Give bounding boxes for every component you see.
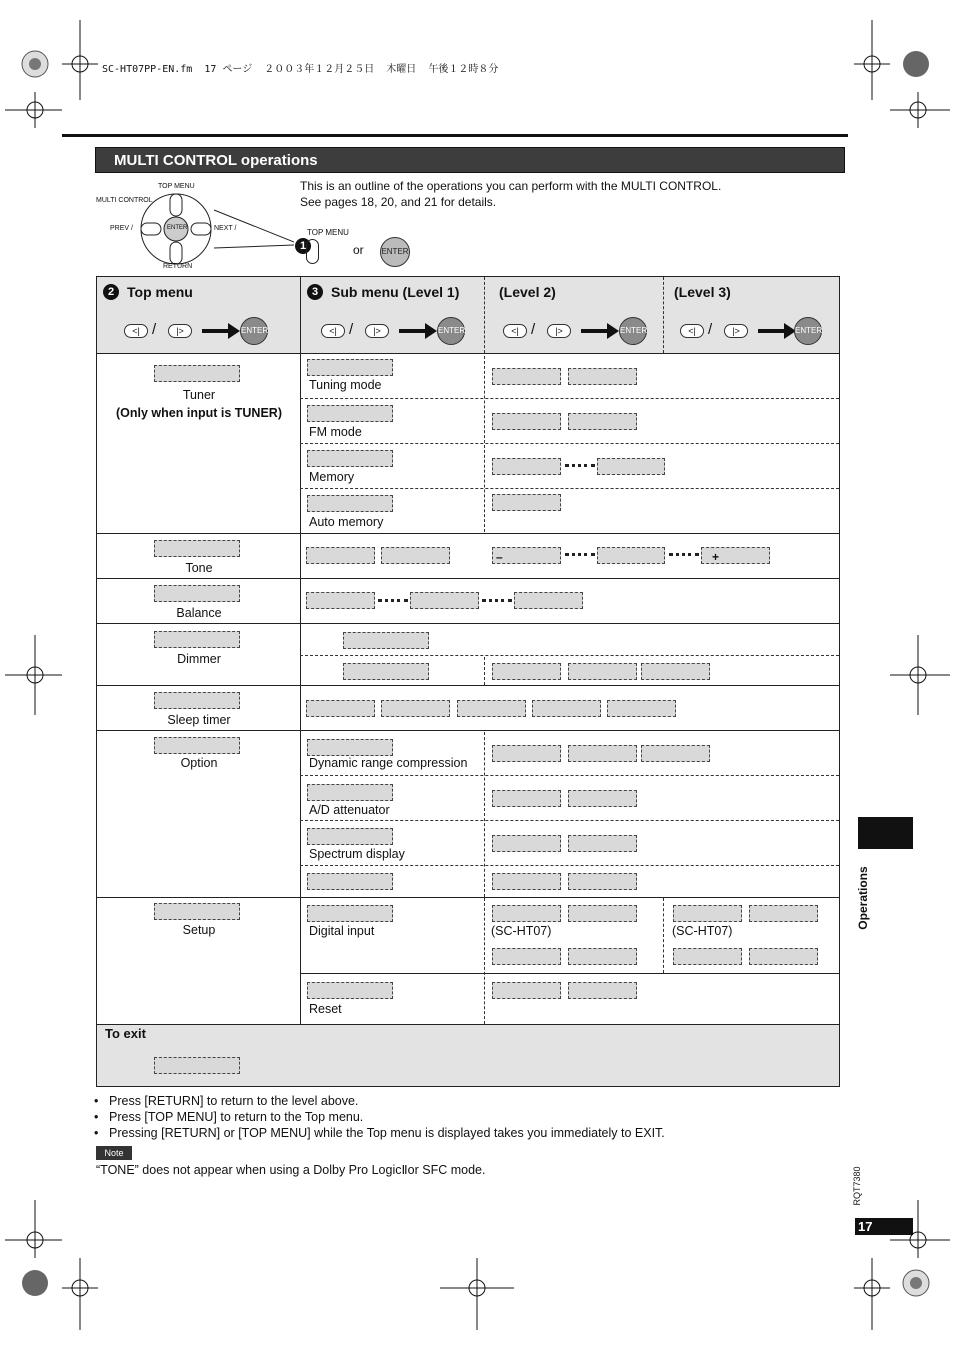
display-box bbox=[607, 700, 676, 717]
display-box bbox=[568, 873, 637, 890]
row-divider bbox=[97, 1024, 839, 1025]
display-box bbox=[307, 905, 393, 922]
bullet-item: • Press [RETURN] to return to the level above. bbox=[94, 1093, 665, 1109]
display-box bbox=[492, 663, 561, 680]
display-box bbox=[568, 413, 637, 430]
display-box bbox=[492, 905, 561, 922]
display-box bbox=[307, 784, 393, 801]
display-box bbox=[381, 700, 450, 717]
sub-memory: Memory bbox=[309, 470, 355, 484]
bullet-list bbox=[94, 1093, 665, 1141]
side-tab-block bbox=[858, 817, 913, 849]
row-divider bbox=[97, 353, 839, 354]
display-box bbox=[568, 835, 637, 852]
display-box bbox=[457, 700, 526, 717]
row-divider bbox=[97, 623, 839, 624]
slash-icon: / bbox=[152, 321, 157, 338]
nav-group-level1 bbox=[321, 317, 471, 347]
col-divider-dashed bbox=[484, 356, 485, 532]
display-box bbox=[568, 905, 637, 922]
display-box bbox=[343, 663, 429, 680]
sub-fm-mode: FM mode bbox=[309, 425, 362, 439]
display-box bbox=[154, 1057, 240, 1074]
right-key-icon: |> bbox=[365, 324, 389, 338]
display-box bbox=[307, 405, 393, 422]
left-key-icon: <| bbox=[503, 324, 527, 338]
display-box bbox=[307, 739, 393, 756]
sub-tuning-mode: Tuning mode bbox=[309, 378, 382, 392]
nav-group-level3 bbox=[680, 317, 830, 347]
slash-icon: / bbox=[708, 321, 713, 338]
row-divider bbox=[97, 897, 839, 898]
range-dots bbox=[669, 553, 699, 556]
display-box bbox=[154, 737, 240, 754]
display-box bbox=[307, 359, 393, 376]
or-label: or bbox=[353, 243, 364, 257]
enter-button-icon: ENTER bbox=[380, 237, 410, 267]
top-menu-dimmer: Dimmer bbox=[177, 652, 221, 666]
minus-label: – bbox=[496, 550, 503, 564]
arrow-icon bbox=[758, 329, 784, 333]
display-box bbox=[568, 948, 637, 965]
display-box-minus bbox=[492, 547, 561, 564]
sub-reset: Reset bbox=[309, 1002, 342, 1016]
subrow-divider bbox=[300, 488, 839, 489]
display-box bbox=[307, 873, 393, 890]
enter-icon: ENTER bbox=[240, 317, 268, 345]
enter-icon: ENTER bbox=[437, 317, 465, 345]
enter-icon: ENTER bbox=[794, 317, 822, 345]
remote-multi-control-label: MULTI CONTROL bbox=[96, 197, 153, 204]
top-menu-setup: Setup bbox=[182, 923, 216, 937]
arrow-icon bbox=[202, 329, 228, 333]
display-box bbox=[673, 905, 742, 922]
display-box bbox=[154, 540, 240, 557]
display-box bbox=[568, 368, 637, 385]
display-box bbox=[306, 592, 375, 609]
nav-group-level2 bbox=[503, 317, 653, 347]
step1-top-menu-label: TOP MENU bbox=[307, 228, 349, 237]
exit-row bbox=[97, 1025, 839, 1086]
col-level2: (Level 2) bbox=[499, 284, 556, 300]
display-box bbox=[154, 585, 240, 602]
right-key-icon: |> bbox=[168, 324, 192, 338]
header-rule bbox=[62, 134, 848, 137]
row-divider bbox=[97, 533, 839, 534]
display-box bbox=[532, 700, 601, 717]
arrow-head-icon bbox=[425, 323, 437, 339]
remote-enter-label: ENTER bbox=[167, 225, 188, 231]
display-box bbox=[306, 700, 375, 717]
col-level3: (Level 3) bbox=[674, 284, 731, 300]
display-box-plus bbox=[701, 547, 770, 564]
col-top-menu-num: 2 bbox=[103, 284, 119, 300]
top-menu-balance: Balance bbox=[176, 606, 222, 620]
display-box bbox=[568, 790, 637, 807]
slash-icon: / bbox=[349, 321, 354, 338]
right-key-icon: |> bbox=[724, 324, 748, 338]
display-box bbox=[597, 547, 665, 564]
sub-digital-input: Digital input bbox=[309, 924, 375, 938]
top-menu-button-icon bbox=[306, 239, 319, 264]
display-box bbox=[749, 905, 818, 922]
subrow-divider bbox=[300, 398, 839, 399]
subrow-divider bbox=[300, 820, 839, 821]
sub-ad-attenuator: A/D attenuator bbox=[309, 803, 390, 817]
display-box bbox=[343, 632, 429, 649]
display-box bbox=[381, 547, 450, 564]
step1-number: 1 bbox=[295, 238, 311, 254]
arrow-head-icon bbox=[228, 323, 240, 339]
remote-next-label: NEXT / bbox=[214, 225, 237, 232]
display-box bbox=[154, 692, 240, 709]
range-dots bbox=[378, 599, 408, 602]
nav-group-top bbox=[124, 317, 274, 347]
note-tag: Note bbox=[96, 1146, 132, 1160]
display-box bbox=[568, 745, 637, 762]
subrow-divider bbox=[300, 655, 839, 656]
col-divider-dashed bbox=[663, 277, 664, 353]
model-note-level3: (SC-HT07) bbox=[672, 924, 733, 938]
arrow-head-icon bbox=[607, 323, 619, 339]
section-title: MULTI CONTROL operations bbox=[95, 147, 845, 173]
display-box bbox=[492, 835, 561, 852]
col-top-menu: Top menu bbox=[127, 284, 193, 300]
bullet-item: • Pressing [RETURN] or [TOP MENU] while the Top menu is displayed takes you immediately to EXIT. bbox=[94, 1125, 665, 1141]
arrow-icon bbox=[581, 329, 607, 333]
top-menu-tuner: Tuner bbox=[182, 388, 216, 402]
display-box bbox=[492, 745, 561, 762]
model-note-level2: (SC-HT07) bbox=[491, 924, 552, 938]
display-box bbox=[492, 458, 561, 475]
slash-icon: / bbox=[531, 321, 536, 338]
left-key-icon: <| bbox=[680, 324, 704, 338]
top-menu-sleep-timer: Sleep timer bbox=[167, 713, 231, 727]
col-divider-dashed bbox=[484, 898, 485, 1024]
display-box bbox=[749, 948, 818, 965]
bullet-item: • Press [TOP MENU] to return to the Top menu. bbox=[94, 1109, 665, 1125]
display-box bbox=[492, 948, 561, 965]
top-menu-tone: Tone bbox=[185, 561, 213, 575]
arrow-icon bbox=[399, 329, 425, 333]
display-box bbox=[492, 368, 561, 385]
display-box bbox=[568, 663, 637, 680]
note-text: “TONE” does not appear when using a Dolby Pro LogicⅡor SFC mode. bbox=[96, 1163, 486, 1177]
enter-icon: ENTER bbox=[619, 317, 647, 345]
col-divider-dashed bbox=[484, 732, 485, 897]
col-divider-dashed bbox=[484, 277, 485, 353]
display-box bbox=[154, 631, 240, 648]
intro-line-2: See pages 18, 20, and 21 for details. bbox=[300, 195, 497, 209]
tuner-note: (Only when input is TUNER) bbox=[116, 406, 282, 420]
display-box bbox=[514, 592, 583, 609]
right-key-icon: |> bbox=[547, 324, 571, 338]
display-box bbox=[154, 365, 240, 382]
sub-dynamic-range-compression: Dynamic range compression bbox=[309, 756, 468, 770]
range-dots bbox=[482, 599, 512, 602]
intro-text bbox=[300, 178, 721, 210]
col-divider-dashed bbox=[663, 898, 664, 973]
row-divider bbox=[97, 730, 839, 731]
range-dots bbox=[565, 553, 595, 556]
display-box bbox=[492, 494, 561, 511]
left-key-icon: <| bbox=[321, 324, 345, 338]
col-divider-dashed bbox=[484, 657, 485, 685]
col-sub1-num: 3 bbox=[307, 284, 323, 300]
sub-spectrum-display: Spectrum display bbox=[309, 847, 405, 861]
sub-auto-memory: Auto memory bbox=[309, 515, 384, 529]
row-divider bbox=[300, 973, 839, 974]
display-box bbox=[492, 790, 561, 807]
intro-line-1: This is an outline of the operations you can perform with the MULTI CONTROL. bbox=[300, 179, 722, 193]
display-box bbox=[154, 903, 240, 920]
subrow-divider bbox=[300, 865, 839, 866]
exit-label: To exit bbox=[105, 1026, 146, 1041]
display-box bbox=[673, 948, 742, 965]
side-tab-label: Operations bbox=[856, 866, 870, 930]
display-box bbox=[307, 495, 393, 512]
display-box bbox=[492, 413, 561, 430]
subrow-divider bbox=[300, 775, 839, 776]
display-box bbox=[597, 458, 665, 475]
display-box bbox=[568, 982, 637, 999]
left-key-icon: <| bbox=[124, 324, 148, 338]
display-box bbox=[307, 828, 393, 845]
doc-code: RQT7380 bbox=[852, 1166, 862, 1206]
subrow-divider bbox=[300, 443, 839, 444]
col-sub-menu-level1: Sub menu (Level 1) bbox=[331, 284, 460, 300]
print-header: SC-HT07PP-EN.fm 17 ページ ２００３年１２月２５日 木曜日 午後１２時８分 bbox=[102, 64, 499, 75]
display-box bbox=[492, 982, 561, 999]
display-box bbox=[492, 873, 561, 890]
remote-return-label: RETURN bbox=[163, 263, 193, 270]
display-box bbox=[641, 663, 710, 680]
display-box bbox=[307, 450, 393, 467]
display-box bbox=[307, 982, 393, 999]
row-divider bbox=[97, 578, 839, 579]
display-box bbox=[641, 745, 710, 762]
page-number: 17 bbox=[855, 1218, 913, 1235]
range-dots bbox=[565, 464, 595, 467]
remote-prev-label: PREV / bbox=[110, 225, 133, 232]
plus-label: + bbox=[712, 550, 720, 564]
row-divider bbox=[97, 685, 839, 686]
display-box bbox=[306, 547, 375, 564]
remote-top-menu-label: TOP MENU bbox=[158, 183, 195, 190]
top-menu-option: Option bbox=[180, 756, 218, 770]
display-box bbox=[410, 592, 479, 609]
